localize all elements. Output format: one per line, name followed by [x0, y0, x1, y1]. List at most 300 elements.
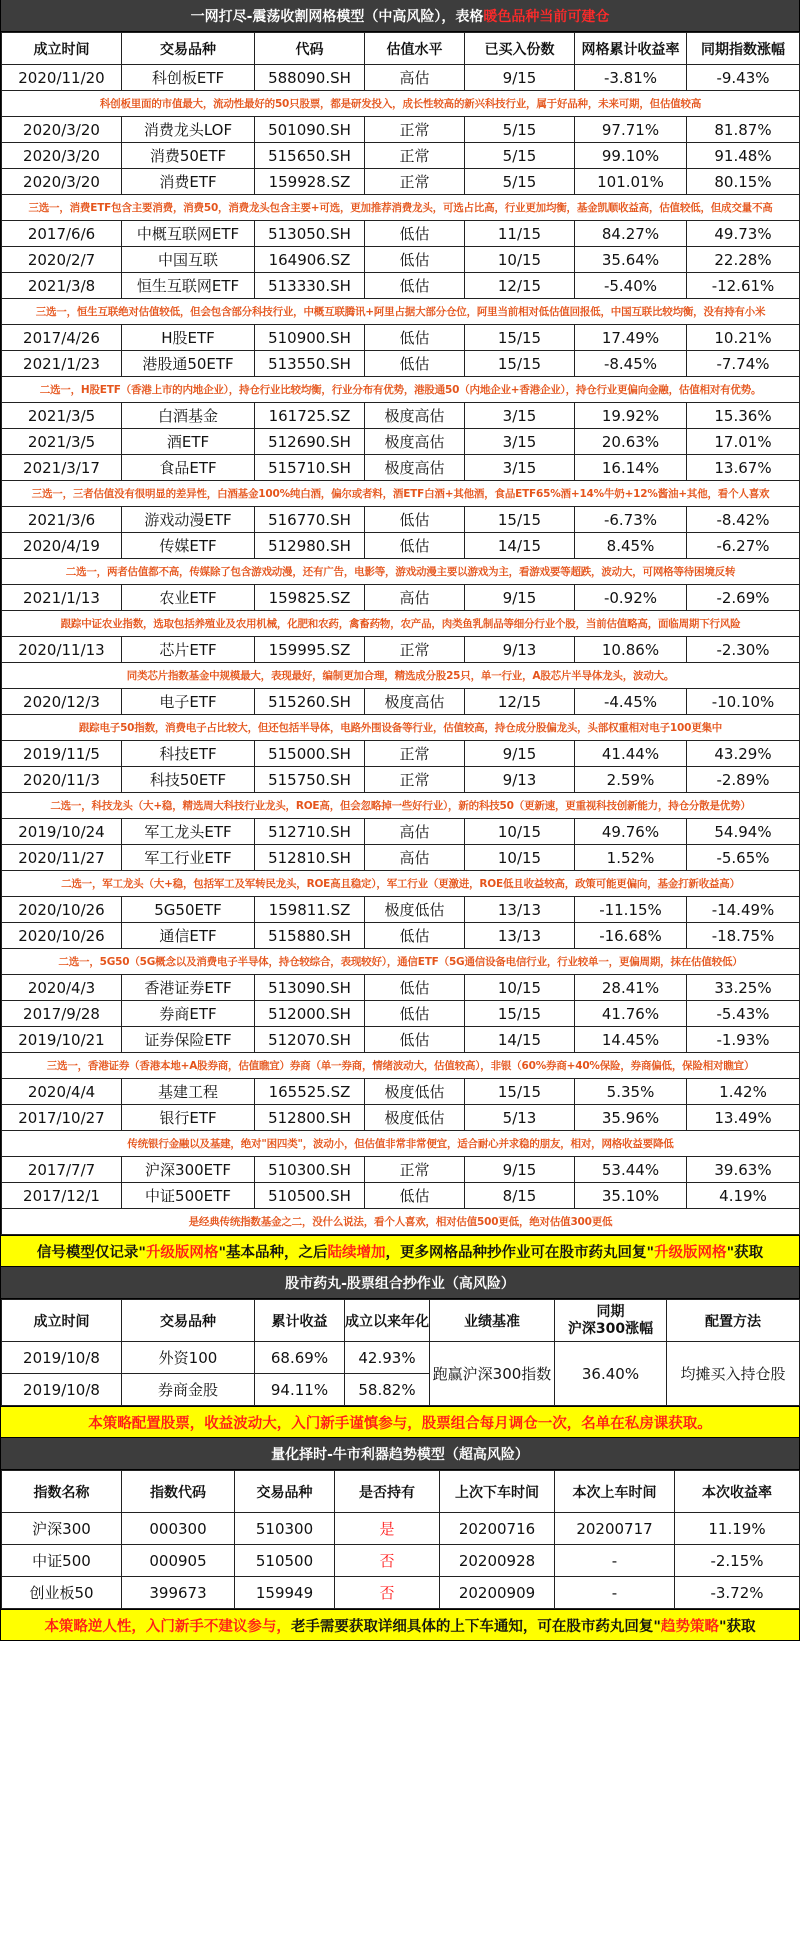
grid-cell: 4.19%: [687, 1183, 800, 1209]
quant-cell: 中证500: [2, 1545, 122, 1577]
grid-cell: 电子ETF: [122, 689, 255, 715]
grid-cell: -4.45%: [575, 689, 687, 715]
grid-cell: 99.10%: [575, 143, 687, 169]
grid-cell: -2.30%: [687, 637, 800, 663]
grid-cell: 8/15: [465, 1183, 575, 1209]
banner3-text-c: 趋势策略: [661, 1618, 719, 1635]
grid-cell: -14.49%: [687, 897, 800, 923]
grid-cell: 高估: [365, 819, 465, 845]
grid-cell: 证券保险ETF: [122, 1027, 255, 1053]
grid-cell: -5.43%: [687, 1001, 800, 1027]
stock-combo-header-cell: 配置方法: [667, 1300, 800, 1342]
grid-cell: 香港证券ETF: [122, 975, 255, 1001]
grid-cell: 10.21%: [687, 325, 800, 351]
grid-row: [2, 1027, 800, 1053]
grid-cell: 10.86%: [575, 637, 687, 663]
stock-combo-method: 均摊买入持仓股: [667, 1342, 800, 1406]
grid-cell: 极度高估: [365, 429, 465, 455]
quant-cell: -: [555, 1545, 675, 1577]
banner1-text-a: 信号模型仅记录": [36, 1244, 146, 1261]
grid-cell: 35.10%: [575, 1183, 687, 1209]
grid-note-row: [2, 91, 800, 117]
grid-cell: 2021/1/23: [2, 351, 122, 377]
grid-cell: 2017/6/6: [2, 221, 122, 247]
grid-cell: 2021/1/13: [2, 585, 122, 611]
stock-combo-cell: 58.82%: [345, 1374, 430, 1406]
grid-cell: 165525.SZ: [255, 1079, 365, 1105]
grid-cell: 101.01%: [575, 169, 687, 195]
stock-combo-cell: 68.69%: [255, 1342, 345, 1374]
grid-cell: 5/15: [465, 117, 575, 143]
grid-cell: 2020/3/20: [2, 143, 122, 169]
grid-cell: 极度低估: [365, 1105, 465, 1131]
grid-cell: 35.96%: [575, 1105, 687, 1131]
grid-cell: 43.29%: [687, 741, 800, 767]
grid-cell: 54.94%: [687, 819, 800, 845]
quant-cell: 20200717: [555, 1513, 675, 1545]
grid-cell: 港股通50ETF: [122, 351, 255, 377]
grid-row: [2, 169, 800, 195]
grid-note: 传统银行金融以及基建，绝对"困四类"，波动小，但估值非常非常便宜，适合耐心并求稳的朋友，相对，网格收益要降低: [2, 1131, 800, 1157]
grid-cell: 515260.SH: [255, 689, 365, 715]
grid-row: [2, 767, 800, 793]
grid-cell: 515750.SH: [255, 767, 365, 793]
grid-cell: 2020/4/19: [2, 533, 122, 559]
banner1-text-g: "获取: [726, 1244, 764, 1261]
grid-cell: 512980.SH: [255, 533, 365, 559]
grid-cell: 19.92%: [575, 403, 687, 429]
grid-cell: 2021/3/17: [2, 455, 122, 481]
grid-cell: 161725.SZ: [255, 403, 365, 429]
grid-cell: 22.28%: [687, 247, 800, 273]
grid-row: [2, 923, 800, 949]
grid-model-body: [2, 33, 800, 1235]
grid-cell: 515710.SH: [255, 455, 365, 481]
grid-cell: 39.63%: [687, 1157, 800, 1183]
grid-cell: 512070.SH: [255, 1027, 365, 1053]
grid-cell: 159995.SZ: [255, 637, 365, 663]
grid-note-row: [2, 377, 800, 403]
grid-cell: 2019/10/21: [2, 1027, 122, 1053]
grid-header-cell: 估值水平: [365, 33, 465, 65]
grid-row: [2, 1157, 800, 1183]
grid-cell: 2017/10/27: [2, 1105, 122, 1131]
grid-cell: 游戏动漫ETF: [122, 507, 255, 533]
grid-row: [2, 247, 800, 273]
grid-cell: 16.14%: [575, 455, 687, 481]
grid-row: [2, 741, 800, 767]
quant-cell: -: [555, 1577, 675, 1609]
grid-row: [2, 325, 800, 351]
grid-header-row: [2, 33, 800, 65]
grid-cell: 81.87%: [687, 117, 800, 143]
grid-cell: 5G50ETF: [122, 897, 255, 923]
grid-cell: 高估: [365, 845, 465, 871]
grid-cell: 15/15: [465, 1079, 575, 1105]
grid-note-row: [2, 715, 800, 741]
grid-cell: 588090.SH: [255, 65, 365, 91]
grid-cell: 9/13: [465, 767, 575, 793]
grid-row: [2, 819, 800, 845]
quant-header-cell: 指数代码: [122, 1471, 235, 1513]
grid-cell: 消费50ETF: [122, 143, 255, 169]
grid-cell: 159825.SZ: [255, 585, 365, 611]
grid-cell: 正常: [365, 767, 465, 793]
grid-cell: 食品ETF: [122, 455, 255, 481]
quant-header-cell: 本次上车时间: [555, 1471, 675, 1513]
grid-row: [2, 585, 800, 611]
banner3-text-b: 老手需要获取详细具体的上下车通知，可在股市药丸回复": [290, 1618, 661, 1635]
grid-cell: 513090.SH: [255, 975, 365, 1001]
grid-row: [2, 1001, 800, 1027]
grid-header-cell: 成立时间: [2, 33, 122, 65]
stock-combo-cell: 券商金股: [122, 1374, 255, 1406]
grid-cell: 基建工程: [122, 1079, 255, 1105]
grid-cell: 2020/4/3: [2, 975, 122, 1001]
grid-note-row: [2, 299, 800, 325]
grid-row: [2, 1079, 800, 1105]
grid-cell: 13/13: [465, 897, 575, 923]
grid-cell: 低估: [365, 247, 465, 273]
grid-cell: 9/15: [465, 585, 575, 611]
grid-cell: H股ETF: [122, 325, 255, 351]
grid-cell: 1.42%: [687, 1079, 800, 1105]
quant-cell: -3.72%: [675, 1577, 800, 1609]
stock-combo-cell: 42.93%: [345, 1342, 430, 1374]
grid-row: [2, 221, 800, 247]
grid-cell: 13/13: [465, 923, 575, 949]
grid-note: 二选一，H股ETF（香港上市的内地企业），持仓行业比较均衡，行业分布有优势，港股通50（内地企业+香港企业），持仓行业更偏向金融，估值相对有优势。: [2, 377, 800, 403]
grid-cell: 15/15: [465, 325, 575, 351]
grid-cell: 33.25%: [687, 975, 800, 1001]
grid-model-title-text: 一网打尽-震荡收割网格模型（中高风险），表格: [190, 8, 484, 25]
grid-note: 二选一，两者估值都不高，传媒除了包含游戏动漫，还有广告，电影等，游戏动漫主要以游戏为主，看游戏要等超跌，波动大，可网格等待困境反转: [2, 559, 800, 585]
grid-header-cell: 交易品种: [122, 33, 255, 65]
grid-cell: 13.49%: [687, 1105, 800, 1131]
grid-cell: 17.01%: [687, 429, 800, 455]
stock-combo-cell: 2019/10/8: [2, 1374, 122, 1406]
grid-cell: 2021/3/6: [2, 507, 122, 533]
grid-row: [2, 689, 800, 715]
grid-cell: 14/15: [465, 1027, 575, 1053]
grid-cell: 91.48%: [687, 143, 800, 169]
quant-cell: 000905: [122, 1545, 235, 1577]
grid-cell: 2020/11/3: [2, 767, 122, 793]
grid-cell: 恒生互联网ETF: [122, 273, 255, 299]
grid-cell: 9/13: [465, 637, 575, 663]
grid-cell: 消费龙头LOF: [122, 117, 255, 143]
grid-cell: 2020/12/3: [2, 689, 122, 715]
grid-cell: 正常: [365, 1157, 465, 1183]
grid-cell: 2020/2/7: [2, 247, 122, 273]
grid-row: [2, 65, 800, 91]
grid-cell: 510500.SH: [255, 1183, 365, 1209]
grid-cell: 17.49%: [575, 325, 687, 351]
grid-cell: 科技50ETF: [122, 767, 255, 793]
grid-row: [2, 845, 800, 871]
grid-cell: 科技ETF: [122, 741, 255, 767]
quant-title: [1, 1438, 799, 1470]
grid-note-row: [2, 663, 800, 689]
grid-note-row: [2, 1053, 800, 1079]
grid-cell: 低估: [365, 1027, 465, 1053]
grid-cell: 沪深300ETF: [122, 1157, 255, 1183]
grid-cell: -9.43%: [687, 65, 800, 91]
grid-note-row: [2, 871, 800, 897]
grid-cell: 极度低估: [365, 897, 465, 923]
stock-combo-cell: 外资100: [122, 1342, 255, 1374]
grid-cell: 5/15: [465, 143, 575, 169]
grid-cell: 2020/3/20: [2, 169, 122, 195]
grid-cell: 极度高估: [365, 455, 465, 481]
quant-cell: 20200716: [440, 1513, 555, 1545]
banner1-text-d: 陆续增加: [327, 1244, 386, 1261]
quant-cell: 399673: [122, 1577, 235, 1609]
grid-cell: 正常: [365, 169, 465, 195]
quant-cell: 11.19%: [675, 1513, 800, 1545]
grid-cell: 低估: [365, 273, 465, 299]
grid-cell: 2017/4/26: [2, 325, 122, 351]
grid-cell: 极度高估: [365, 689, 465, 715]
grid-cell: 2020/4/4: [2, 1079, 122, 1105]
grid-cell: -7.74%: [687, 351, 800, 377]
grid-row: [2, 507, 800, 533]
grid-cell: 12/15: [465, 273, 575, 299]
stock-combo-header-cell: 累计收益: [255, 1300, 345, 1342]
banner1-text-b: 升级版网格: [145, 1244, 219, 1261]
grid-row: [2, 143, 800, 169]
grid-cell: 2019/11/5: [2, 741, 122, 767]
grid-cell: 中国互联: [122, 247, 255, 273]
grid-cell: 35.64%: [575, 247, 687, 273]
stock-combo-header-cell: 业绩基准: [430, 1300, 555, 1342]
grid-cell: 2017/12/1: [2, 1183, 122, 1209]
grid-note-row: [2, 793, 800, 819]
quant-header-cell: 是否持有: [335, 1471, 440, 1513]
grid-cell: 15/15: [465, 1001, 575, 1027]
grid-cell: 164906.SZ: [255, 247, 365, 273]
grid-header-cell: 网格累计收益率: [575, 33, 687, 65]
grid-cell: 515650.SH: [255, 143, 365, 169]
grid-note-row: [2, 611, 800, 637]
stock-combo-row: [2, 1342, 800, 1374]
grid-note: 三选一，香港证券（香港本地+A股券商，估值瞧宜）券商（单一券商，情绪波动大，估值较高），非银（60%券商+40%保险，券商偏低，保险相对瞧宜）: [2, 1053, 800, 1079]
banner2-text-a: 本策略配置股票，收益波动大，入门新手谨慎参与，: [88, 1415, 422, 1432]
grid-row: [2, 117, 800, 143]
stock-combo-benchmark: 跑赢沪深300指数: [430, 1342, 555, 1406]
grid-cell: -5.40%: [575, 273, 687, 299]
grid-cell: 酒ETF: [122, 429, 255, 455]
quant-cell: 20200909: [440, 1577, 555, 1609]
grid-cell: 2020/10/26: [2, 897, 122, 923]
grid-cell: 券商ETF: [122, 1001, 255, 1027]
quant-cell: 510500: [235, 1545, 335, 1577]
grid-cell: 20.63%: [575, 429, 687, 455]
grid-model-title: [1, 0, 799, 32]
grid-model-title-warn: 暖色品种当前可建仓: [483, 8, 610, 25]
grid-cell: -2.89%: [687, 767, 800, 793]
grid-cell: 9/15: [465, 741, 575, 767]
grid-cell: 芯片ETF: [122, 637, 255, 663]
grid-cell: 49.73%: [687, 221, 800, 247]
grid-cell: 传媒ETF: [122, 533, 255, 559]
grid-cell: 2020/11/27: [2, 845, 122, 871]
grid-cell: 5/13: [465, 1105, 575, 1131]
grid-cell: 516770.SH: [255, 507, 365, 533]
grid-cell: 军工龙头ETF: [122, 819, 255, 845]
grid-cell: 2017/7/7: [2, 1157, 122, 1183]
grid-cell: 513550.SH: [255, 351, 365, 377]
grid-cell: 3/15: [465, 455, 575, 481]
grid-cell: -6.27%: [687, 533, 800, 559]
grid-cell: -11.15%: [575, 897, 687, 923]
grid-cell: 14.45%: [575, 1027, 687, 1053]
grid-note: 三选一，三者估值没有很明显的差异性，白酒基金100%纯白酒，偏尔或者料，酒ETF白酒+其他酒，食品ETF65%酒+14%牛奶+12%酱油+其他，看个人喜欢: [2, 481, 800, 507]
stock-combo-header-cell: 成立以来年化: [345, 1300, 430, 1342]
grid-cell: 3/15: [465, 429, 575, 455]
grid-cell: 159811.SZ: [255, 897, 365, 923]
quant-cell: 000300: [122, 1513, 235, 1545]
grid-cell: 正常: [365, 117, 465, 143]
grid-cell: 84.27%: [575, 221, 687, 247]
grid-cell: -3.81%: [575, 65, 687, 91]
grid-note: 二选一，5G50（5G概念以及消费电子半导体，持仓较综合，表现较好），通信ETF（5G通信设备电信行业，行业较单一，更偏周期，抹在估值较低）: [2, 949, 800, 975]
grid-cell: 5.35%: [575, 1079, 687, 1105]
grid-note-row: [2, 1209, 800, 1235]
grid-row: [2, 1183, 800, 1209]
quant-table: [1, 1470, 800, 1609]
grid-cell: 农业ETF: [122, 585, 255, 611]
grid-cell: 低估: [365, 975, 465, 1001]
grid-cell: 515880.SH: [255, 923, 365, 949]
quant-hold-cell: 否: [335, 1545, 440, 1577]
grid-info-banner: [1, 1235, 799, 1267]
grid-cell: 512810.SH: [255, 845, 365, 871]
grid-cell: 9/15: [465, 65, 575, 91]
grid-cell: 低估: [365, 533, 465, 559]
quant-hold-cell: 是: [335, 1513, 440, 1545]
grid-cell: 3/15: [465, 403, 575, 429]
grid-row: [2, 533, 800, 559]
grid-header-cell: 代码: [255, 33, 365, 65]
grid-cell: 2017/9/28: [2, 1001, 122, 1027]
grid-cell: 极度高估: [365, 403, 465, 429]
quant-hold-cell: 否: [335, 1577, 440, 1609]
grid-note-row: [2, 195, 800, 221]
grid-cell: 10/15: [465, 845, 575, 871]
grid-cell: 正常: [365, 637, 465, 663]
grid-cell: 2020/10/26: [2, 923, 122, 949]
grid-cell: 501090.SH: [255, 117, 365, 143]
quant-banner: [1, 1609, 799, 1641]
grid-row: [2, 403, 800, 429]
grid-cell: 军工行业ETF: [122, 845, 255, 871]
grid-cell: 银行ETF: [122, 1105, 255, 1131]
grid-cell: -2.69%: [687, 585, 800, 611]
grid-note: 三选一，消费ETF包含主要消费，消费50，消费龙头包含主要+可选，更加推荐消费龙头，可选占比高，行业更加均衡，基金凯顺收益高，估值较低，但成交量不高: [2, 195, 800, 221]
stock-combo-title: [1, 1267, 799, 1299]
grid-row: [2, 897, 800, 923]
grid-cell: 10/15: [465, 819, 575, 845]
grid-cell: 低估: [365, 1183, 465, 1209]
grid-cell: 低估: [365, 1001, 465, 1027]
grid-cell: 10/15: [465, 247, 575, 273]
banner1-text-f: 升级版网格: [654, 1244, 727, 1261]
grid-cell: 消费ETF: [122, 169, 255, 195]
grid-cell: -10.10%: [687, 689, 800, 715]
quant-cell: 20200928: [440, 1545, 555, 1577]
grid-cell: 510900.SH: [255, 325, 365, 351]
grid-cell: 41.44%: [575, 741, 687, 767]
quant-header-row: [2, 1471, 800, 1513]
grid-cell: 8.45%: [575, 533, 687, 559]
grid-cell: 159928.SZ: [255, 169, 365, 195]
grid-note: 三选一，恒生互联绝对估值较低，但会包含部分科技行业，中概互联腾讯+阿里占据大部分仓位，阿里当前相对低估值回报低，中国互联比较均衡，没有持有小米: [2, 299, 800, 325]
grid-note: 跟踪中证农业指数，选取包括养殖业及农用机械，化肥和农药，禽畜药物，农产品，肉类鱼乳制品等细分行业个股，当前估值略高，面临周期下行风险: [2, 611, 800, 637]
grid-cell: 15.36%: [687, 403, 800, 429]
grid-cell: 49.76%: [575, 819, 687, 845]
grid-cell: 513330.SH: [255, 273, 365, 299]
grid-cell: -1.93%: [687, 1027, 800, 1053]
grid-cell: 512000.SH: [255, 1001, 365, 1027]
grid-cell: 14/15: [465, 533, 575, 559]
grid-cell: 白酒基金: [122, 403, 255, 429]
grid-note: 二选一，军工龙头（大+稳，包括军工及军转民龙头，ROE高且稳定），军工行业（更激进，ROE低且收益较高，政策可能更偏向，基金打新收益高）: [2, 871, 800, 897]
grid-cell: 低估: [365, 221, 465, 247]
grid-cell: 513050.SH: [255, 221, 365, 247]
grid-cell: 80.15%: [687, 169, 800, 195]
grid-note-row: [2, 559, 800, 585]
grid-cell: -16.68%: [575, 923, 687, 949]
grid-cell: 515000.SH: [255, 741, 365, 767]
grid-cell: 2019/10/24: [2, 819, 122, 845]
grid-row: [2, 455, 800, 481]
grid-cell: 13.67%: [687, 455, 800, 481]
grid-cell: 512710.SH: [255, 819, 365, 845]
grid-cell: 2020/3/20: [2, 117, 122, 143]
grid-note: 二选一，科技龙头（大+稳，精选周大科技行业龙头，ROE高，但会忽略掉一些好行业），新的科技50（更新速，更重视科技创新能力，持仓分散是优势）: [2, 793, 800, 819]
grid-header-cell: 同期指数涨幅: [687, 33, 800, 65]
grid-cell: -0.92%: [575, 585, 687, 611]
grid-cell: 低估: [365, 923, 465, 949]
grid-cell: 高估: [365, 65, 465, 91]
grid-cell: 2.59%: [575, 767, 687, 793]
grid-row: [2, 975, 800, 1001]
grid-cell: 正常: [365, 143, 465, 169]
quant-header-cell: 交易品种: [235, 1471, 335, 1513]
grid-row: [2, 637, 800, 663]
quant-title-text: 量化择时-牛市利器趋势模型（超高风险）: [271, 1446, 529, 1463]
grid-row: [2, 273, 800, 299]
quant-cell: 创业板50: [2, 1577, 122, 1609]
grid-cell: 512690.SH: [255, 429, 365, 455]
banner2-text-b: 股票组合每月调仓一次，名单在私房课获取。: [421, 1415, 712, 1432]
quant-row: [2, 1577, 800, 1609]
grid-cell: 15/15: [465, 351, 575, 377]
grid-cell: 12/15: [465, 689, 575, 715]
grid-cell: -5.65%: [687, 845, 800, 871]
grid-cell: 2021/3/8: [2, 273, 122, 299]
grid-note: 是经典传统指数基金之二，没什么说法，看个人喜欢，相对估值500更低，绝对估值300更低: [2, 1209, 800, 1235]
stock-combo-hs300: 36.40%: [555, 1342, 667, 1406]
grid-cell: 5/15: [465, 169, 575, 195]
grid-cell: -6.73%: [575, 507, 687, 533]
grid-cell: 2021/3/5: [2, 403, 122, 429]
grid-cell: 2021/3/5: [2, 429, 122, 455]
stock-combo-header-cell: 成立时间: [2, 1300, 122, 1342]
quant-header-cell: 指数名称: [2, 1471, 122, 1513]
banner1-text-c: "基本品种，之后: [218, 1244, 328, 1261]
